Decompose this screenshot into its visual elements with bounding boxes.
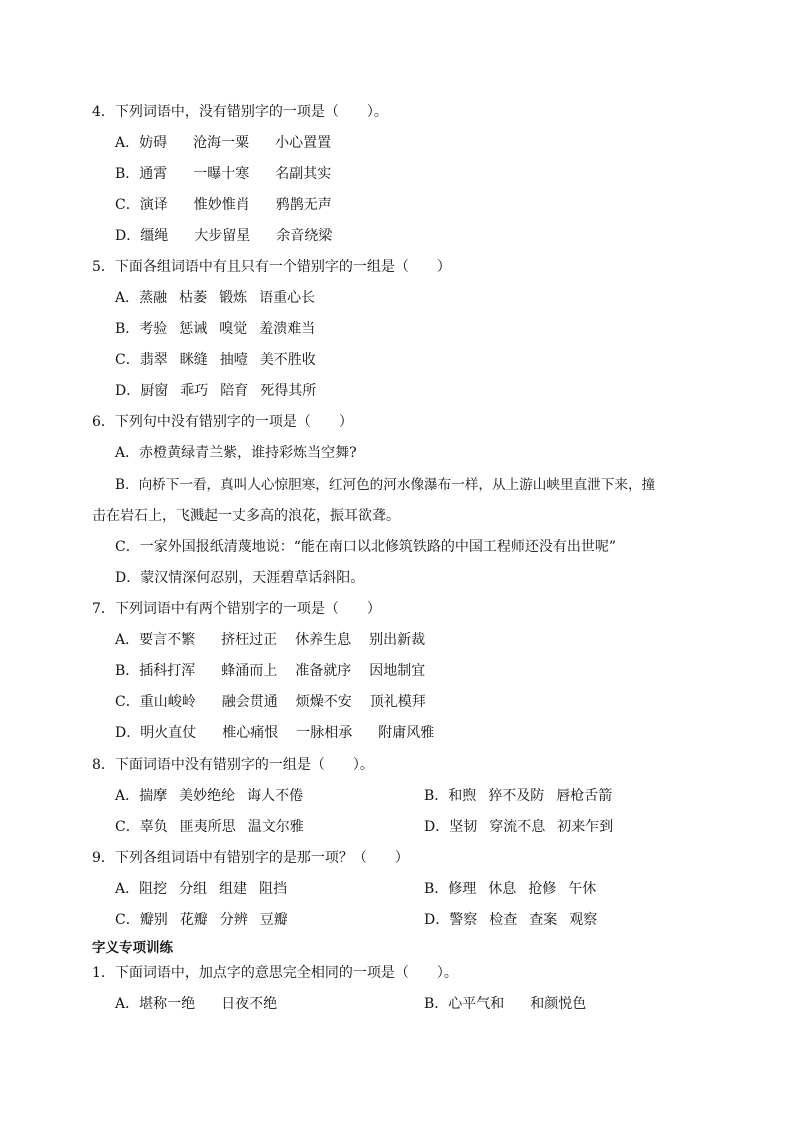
question-7-option-c: C．重山峻岭 融会贯通 烦燥不安 顶礼模拜: [115, 694, 426, 710]
question-6-option-c: C．一家外国报纸清蔑地说：“能在南口以北修筑铁路的中国工程师还没有出世呢”: [115, 539, 617, 555]
question-6-option-b-continued: 击在岩石上，飞溅起一丈多高的浪花，振耳欲聋。: [92, 508, 400, 524]
section-question-1-option-a: A．堪称一绝 日夜不绝: [115, 996, 278, 1012]
question-8-option-a: A．揣摩 美妙绝纶 诲人不倦: [115, 788, 304, 804]
question-4-option-c: C．演译 惟妙惟肖 鸦鹊无声: [115, 197, 332, 213]
question-5-stem: 5．下面各组词语中有且只有一个错别字的一组是（ ）: [92, 259, 451, 275]
question-8-stem: 8．下面词语中没有错别字的一组是（ ）。: [92, 757, 374, 773]
question-9-option-b: B．修理 休息 抢修 午休: [424, 881, 597, 897]
question-4-option-d: D．缰绳 大步留星 余音绕梁: [115, 228, 333, 244]
question-6-option-b: B．向桥下一看，真叫人心惊胆寒，红河色的河水像瀑布一样，从上游山峡里直泄下来，撞: [115, 477, 656, 493]
question-7-stem: 7．下列词语中有两个错别字的一项是（ ）: [92, 601, 381, 617]
question-5-option-d: D．厨窗 乖巧 陪育 死得其所: [115, 383, 317, 399]
question-5-option-a: A．蒸融 枯萎 锻炼 语重心长: [115, 290, 316, 306]
question-5-option-c: C．翡翠 眯缝 抽噎 美不胜收: [115, 352, 316, 368]
question-7-option-d: D．明火直仗 椎心痛恨 一脉相承 附庸风雅: [115, 725, 435, 741]
question-9-option-c: C．瓣别 花瓣 分辨 豆瓣: [115, 912, 288, 928]
question-6-stem: 6．下列句中没有错别字的一项是（ ）: [92, 414, 353, 430]
question-4-stem: 4．下列词语中，没有错别字的一项是（ ）。: [92, 104, 388, 120]
section-question-1-stem: 1．下面词语中，加点字的意思完全相同的一项是（ ）。: [92, 965, 458, 981]
section-question-1-option-b: B．心平气和 和颜悦色: [424, 996, 587, 1012]
question-8-option-c: C．辜负 匪夷所思 温文尔雅: [115, 819, 304, 835]
question-6-option-d: D．蒙汉情深何忍别，天涯碧草话斜阳。: [115, 570, 365, 586]
question-9-option-a: A．阻挖 分组 组建 阻挡: [115, 881, 288, 897]
section-title: 字义专项训练: [92, 940, 173, 956]
question-7-option-a: A．要言不繁 挤枉过正 休养生息 别出新裁: [115, 632, 426, 648]
question-8-option-d: D．坚韧 穿流不息 初来乍到: [424, 819, 614, 835]
question-9-stem: 9．下列各组词语中有错别字的是那一项？（ ）: [92, 850, 409, 866]
question-8-option-b: B．和煦 猝不及防 唇枪舌箭: [424, 788, 613, 804]
question-5-option-b: B．考验 惩诫 嗅觉 羞溃难当: [115, 321, 316, 337]
question-6-option-a: A．赤橙黄绿青兰紫，谁持彩炼当空舞?: [115, 445, 357, 461]
question-9-option-d: D．警察 检查 查案 观察: [424, 912, 598, 928]
question-7-option-b: B．插科打浑 蜂涌而上 准备就序 因地制宜: [115, 663, 426, 679]
question-4-option-b: B．通霄 一曝十寒 名副其实: [115, 166, 332, 182]
question-4-option-a: A．妨碍 沧海一粟 小心置置: [115, 135, 332, 151]
